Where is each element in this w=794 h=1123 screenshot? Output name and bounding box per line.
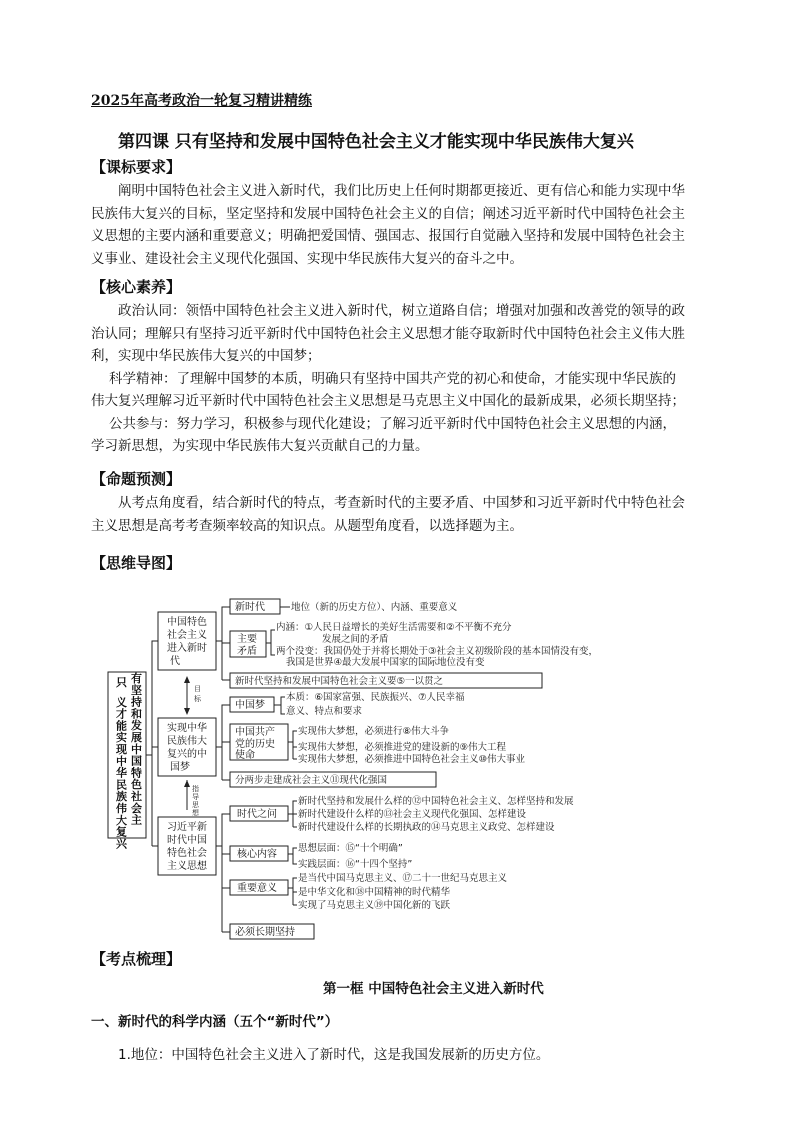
text-line: 从考点角度看，结合新时代的特点，考查新时代的主要矛盾、中国梦和习近平新时代中特色社会 [118,495,685,511]
root-char: 持 [131,695,142,709]
text-line: 科学精神：了理解中国梦的本质，明确只有坚持中国共产党的初心和使命，才能实现中华民族的 [109,370,676,387]
contradiction-label: 矛盾 [237,646,257,657]
connotation-text: 内涵：①人民日益增长的美好生活需要和②不平衡不充分 [276,622,512,633]
points-heading: 【考点梳理】 [91,950,182,968]
mission-item: 实现伟大梦想，必须推进中国特色社会主义⑩伟大事业 [298,754,526,765]
root-char: 色 [131,778,142,792]
forecast-text [91,492,685,537]
branch2-line: 实现中华 [167,723,207,734]
text-line: 伟大复兴理解习近平新时代中国特色社会主义思想是马克思主义中国化的最新成果，必须长期坚持； [91,393,685,409]
root-char: 国 [131,754,142,768]
mindmap-heading: 【思维导图】 [91,554,182,572]
series-title: 2025年高考政治一轮复习精讲精练 [91,93,312,109]
root-char: 义 [116,695,127,709]
branch2-line: 复兴的中 [167,749,207,760]
root-char: 兴 [116,837,127,851]
branch2-line: 民族伟大 [167,736,207,747]
mission-label: 党的历史 [235,739,275,750]
core-text [91,300,685,458]
branch1-line: 中国特色 [167,617,207,628]
root-char: 大 [116,813,127,827]
mission-label: 使命 [235,750,255,761]
new-era-text: 地位（新的历史方位）、内涵、重要意义 [291,602,458,613]
significance-label: 重要意义 [237,883,277,894]
connotation-text: 发展之间的矛盾 [322,634,389,645]
core-content-item: 实践层面：⑯“十四个坚持” [298,859,413,870]
mission-label: 中国共产 [235,727,275,738]
root-char: 和 [131,707,142,721]
branch3-line: 时代中国 [167,835,207,846]
era-question-item: 新时代坚持和发展什么样的⑫中国特色社会主义、怎样坚持和发展 [298,796,574,807]
section-heading-1: 一、新时代的科学内涵（五个“新时代”） [91,1014,339,1030]
root-char: 坚 [131,683,142,697]
root-char: 伟 [116,802,127,815]
text-line: 政治认同：领悟中国特色社会主义进入新时代，树立道路自信；增强对加强和改善党的领导的政 [118,303,685,319]
branch3-line: 主义思想 [167,861,207,872]
lesson-title: 第四课 只有坚持和发展中国特色社会主义才能实现中华民族伟大复兴 [118,132,634,152]
text-line: 治认同；理解只有坚持习近平新时代中国特色社会主义思想才能夺取新时代中国特色社会主义伟大胜 [91,325,685,342]
essence-text: 本质：⑥国家富强、民族振兴、⑦人民幸福 [286,692,465,703]
significance-item: 是中华文化和⑱中国精神的时代精华 [298,887,451,898]
frame-title: 第一框 中国特色社会主义进入新时代 [323,981,544,997]
mind-map-diagram [100,590,660,945]
text-line: 阐明中国特色社会主义进入新时代，我们比历史上任何时期都更接近、更有信心和能力实现中华 [118,183,685,199]
contradiction-label: 主要 [237,634,257,645]
significance-item: 是当代中国马克思主义、⑰二十一世纪马克思主义 [298,873,508,884]
era-question-item: 新时代建设什么样的⑬社会主义现代化强国、怎样建设 [298,809,527,820]
root-char: 族 [116,790,127,804]
root-char: 展 [131,731,142,744]
root-char: 实 [116,731,127,745]
root-char: 只 [116,676,127,689]
text-line: 民族伟大复兴的目标，坚定坚持和发展中国特色社会主义的自信；阐述习近平新时代中国特色社会主 [91,205,685,222]
branch1-line: 代 [170,656,180,667]
guide-label: 思 [192,801,199,809]
significance-item: 实现了马克思主义⑲中国化新的飞跃 [298,900,451,911]
branch1-line: 社会主义 [167,630,207,641]
persist-label: 必须长期坚持 [235,927,295,938]
root-char: 中 [131,742,142,756]
root-char: 社 [131,790,142,803]
era-question-item: 新时代建设什么样的长期执政的⑭马克思主义政党、怎样建设 [298,822,555,833]
root-char: 主 [131,813,142,827]
root-char: 现 [116,743,127,756]
requirements-text [91,180,685,270]
unchanged-text: 我国是世界④最大发展中国家的国际地位没有变 [286,657,485,668]
root-char: 复 [116,825,127,839]
mission-item: 实现伟大梦想，必须推进党的建设新的⑨伟大工程 [298,742,507,753]
unchanged-text: 两个没变：我国仍处于并将长期处于③社会主义初级阶段的基本国情没有变， [276,646,599,657]
root-char: 民 [116,778,127,792]
core-content-label: 核心内容 [237,849,277,860]
guide-label: 指 [192,785,199,793]
branch3-line: 特色社会 [167,848,207,859]
text-line: 公共参与：努力学习，积极参与现代化建设；了解习近平新时代中国特色社会主义思想的内涵， [109,415,676,432]
root-char: 才 [116,707,127,721]
text-line: 学习新思想，为实现中华民族伟大复兴贡献自己的力量。 [91,438,429,454]
root-char: 能 [116,719,127,733]
text-line: 主义思想是高考考查频率较高的知识点。从题型角度看，以选择题为主。 [91,517,523,534]
era-question-label: 时代之问 [237,809,277,820]
core-content-item: 思想层面：⑮“十个明确” [298,843,403,854]
guide-label: 想 [192,809,199,817]
root-char: 发 [131,719,142,733]
patriot-text: 新时代坚持和发展中国特色社会主义要⑤一以贯之 [235,676,444,687]
goal-label: 标 [194,695,201,703]
text-line: 义思想的主要内涵和重要意义；明确把爱国情、强国志、报国行自觉融入坚持和发展中国特色社会主 [91,228,685,244]
branch2-line: 国梦 [170,762,190,773]
root-char: 华 [116,766,127,780]
text-line: 利，实现中华民族伟大复兴的中国梦； [91,348,321,364]
root-char: 中 [116,754,127,768]
china-dream-label: 中国梦 [235,700,265,711]
two-steps-text: 分两步走建成社会主义⑪现代化强国 [235,775,388,786]
requirements-heading: 【课标要求】 [91,158,182,176]
text-line: 义事业、建设社会主义现代化强国、实现中华民族伟大复兴的奋斗之中。 [91,250,523,267]
branch1-line: 进入新时 [167,643,207,654]
meaning-text: 意义、特点和要求 [286,706,363,717]
forecast-heading: 【命题预测】 [91,470,182,488]
core-heading: 【核心素养】 [91,278,182,296]
mission-item: 实现伟大梦想，必须进行⑧伟大斗争 [298,726,450,737]
branch3-line: 习近平新 [167,822,207,833]
goal-label: 目 [194,685,201,693]
guide-label: 导 [192,793,199,801]
new-era-label: 新时代 [235,602,265,613]
root-char: 有 [131,672,142,685]
root-label [115,671,142,850]
root-char: 会 [131,801,142,815]
root-char: 特 [131,766,142,780]
item-1: 1.地位：中国特色社会主义进入了新时代，这是我国发展新的历史方位。 [118,1047,550,1063]
